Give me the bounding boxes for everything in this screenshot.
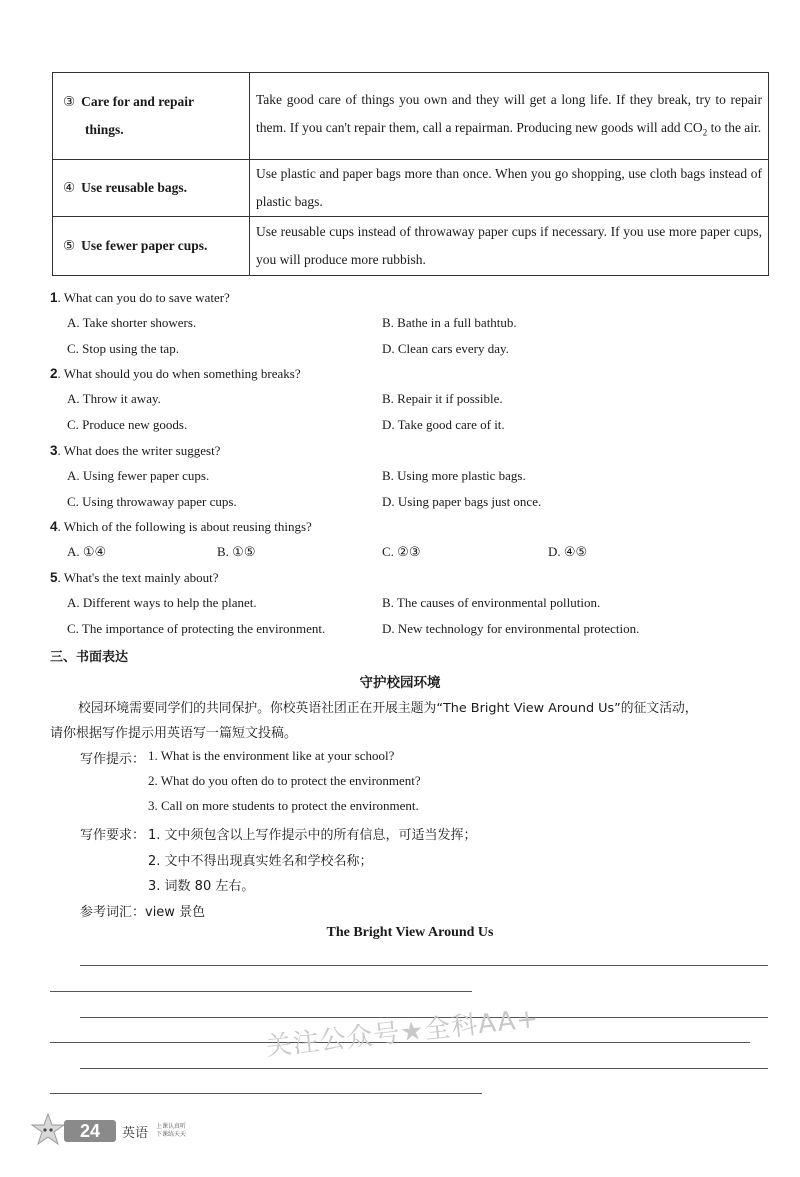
- option-a: A. Using fewer paper cups.: [67, 468, 210, 483]
- requirement-1: 1. 文中须包含以上写作提示中的所有信息，可适当发挥；: [148, 828, 477, 843]
- star-mascot-icon: [30, 1112, 66, 1148]
- essay-title: 守护校园环境: [359, 675, 441, 691]
- strategy-table: [52, 72, 769, 276]
- option-c: C. Using throwaway paper cups.: [67, 494, 237, 509]
- intro-line-1: 校园环境需要同学们的共同保护。你校英语社团正在开展主题为“The Bright View Around Us”的征文活动，: [78, 701, 698, 716]
- row-text-cell: Use reusable cups instead of throwaway paper cups if necessary. If you use more paper cups, you will produce more rubbish.: [250, 217, 769, 276]
- option-a: A. Take shorter showers.: [67, 315, 197, 330]
- page-footer: [30, 1112, 190, 1152]
- question-4: [50, 519, 312, 535]
- hints-label: 写作提示：: [80, 752, 146, 767]
- question-number: 5: [50, 570, 58, 585]
- option-a: A. ①④: [67, 544, 107, 559]
- row-number: ④: [63, 180, 76, 195]
- option-c: C. Produce new goods.: [67, 417, 188, 432]
- question-text: . What does the writer suggest?: [57, 443, 221, 458]
- answer-title: The Bright View Around Us: [326, 925, 494, 940]
- option-d: D. Clean cars every day.: [382, 341, 509, 356]
- table-row: [53, 160, 769, 217]
- question-text: . What's the text mainly about?: [57, 570, 219, 585]
- question-3: [50, 443, 220, 459]
- question-2: [50, 366, 301, 382]
- option-b: B. ①⑤: [217, 544, 256, 559]
- option-d: D. New technology for environmental protection.: [382, 621, 640, 636]
- table-row: [53, 217, 769, 276]
- page-number: 24: [64, 1120, 116, 1142]
- option-a: A. Different ways to help the planet.: [67, 595, 257, 610]
- row-title: Care for and repair: [81, 94, 194, 109]
- option-b: B. Using more plastic bags.: [382, 468, 526, 483]
- motto-line-1: 上课认真听: [156, 1123, 187, 1130]
- row-number: ③: [63, 94, 76, 109]
- writing-line: [80, 1068, 768, 1069]
- row-text-end: to the air.: [707, 119, 762, 135]
- hint-3: 3. Call on more students to protect the environment.: [148, 798, 419, 813]
- table-row: [53, 73, 769, 160]
- writing-line: [50, 991, 472, 992]
- writing-line: [80, 965, 768, 966]
- requirement-2: 2. 文中不得出现真实姓名和学校名称；: [148, 854, 373, 869]
- option-b: B. Repair it if possible.: [382, 391, 503, 406]
- vocabulary-hint: 参考词汇：view 景色: [80, 905, 206, 920]
- row-title-cont: things.: [85, 122, 124, 137]
- watermark: 关注公众号★全科AA+: [264, 1003, 541, 1063]
- question-text: . What can you do to save water?: [57, 290, 230, 305]
- motto-line-2: 下课练天天: [156, 1131, 187, 1138]
- row-text-cell: Use plastic and paper bags more than once. When you go shopping, use cloth bags instead of plastic bags.: [250, 160, 769, 217]
- question-1: [50, 290, 230, 306]
- row-title: Use fewer paper cups.: [81, 238, 208, 253]
- requirement-3: 3. 词数 80 左右。: [148, 879, 255, 894]
- row-title-cell: [53, 217, 250, 276]
- question-number: 4: [50, 519, 58, 534]
- option-c: C. ②③: [382, 544, 421, 559]
- row-text-cell: [250, 73, 769, 160]
- requirements-label: 写作要求：: [80, 828, 146, 843]
- question-number: 1: [50, 290, 58, 305]
- option-b: B. The causes of environmental pollution.: [382, 595, 601, 610]
- row-title-cell: [53, 160, 250, 217]
- option-b: B. Bathe in a full bathtub.: [382, 315, 517, 330]
- option-c: C. The importance of protecting the environment.: [67, 621, 326, 636]
- writing-line: [50, 1093, 482, 1094]
- option-d: D. Using paper bags just once.: [382, 494, 542, 509]
- question-text: . Which of the following is about reusing things?: [57, 519, 312, 534]
- question-number: 3: [50, 443, 58, 458]
- option-a: A. Throw it away.: [67, 391, 161, 406]
- section-title: 三、书面表达: [50, 650, 129, 665]
- hint-2: 2. What do you often do to protect the environment?: [148, 773, 421, 788]
- subscript-2: 2: [702, 127, 708, 138]
- hint-1: 1. What is the environment like at your school?: [148, 748, 395, 763]
- question-5: [50, 570, 218, 586]
- subject-label: 英语: [122, 1126, 149, 1141]
- option-d: D. Take good care of it.: [382, 417, 505, 432]
- footer-motto: [156, 1123, 196, 1139]
- intro-line-2: 请你根据写作提示用英语写一篇短文投稿。: [50, 726, 298, 741]
- question-text: . What should you do when something breaks?: [57, 366, 301, 381]
- row-text: Take good care of things you own and they will get a long life. If they break, try to repair them. If you can't repair them, call a repairman. Producing new goods will add CO: [256, 91, 762, 135]
- row-number: ⑤: [63, 238, 76, 253]
- option-d: D. ④⑤: [548, 544, 588, 559]
- question-number: 2: [50, 366, 58, 381]
- option-c: C. Stop using the tap.: [67, 341, 179, 356]
- row-title: Use reusable bags.: [81, 180, 187, 195]
- row-title-cell: [53, 73, 250, 160]
